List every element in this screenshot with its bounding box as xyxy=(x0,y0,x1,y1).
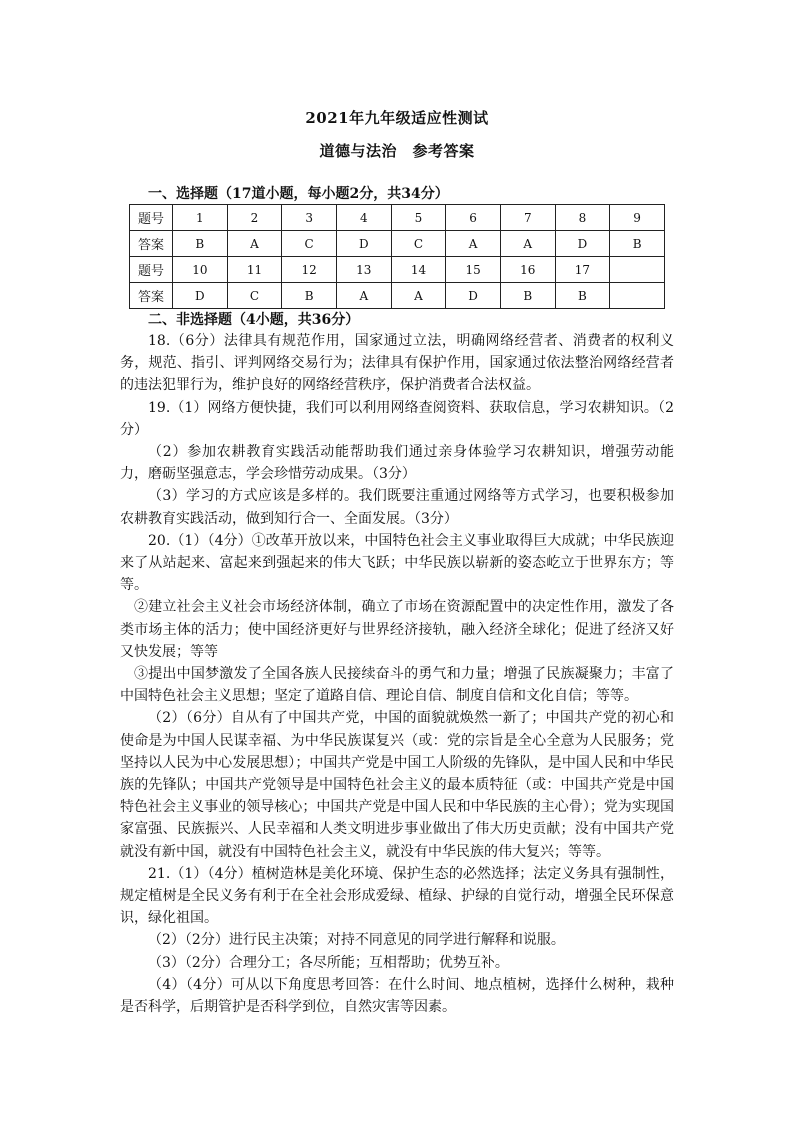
question-number: 16 xyxy=(500,257,555,283)
question-number: 17 xyxy=(555,257,610,283)
answer-cell: C xyxy=(227,283,282,309)
answer-paragraph-21-4: （4）（4分）可从以下角度思考回答：在什么时间、地点植树，选择什么树种，栽种是否科学，后期管护是否科学到位，自然灾害等因素。 xyxy=(120,976,674,1016)
answer-paragraph-21-1: 21.（1）（4分）植树造林是美化环境、保护生态的必然选择；法定义务具有强制性，规定植树是全民义务有利于在全社会形成爱绿、植绿、护绿的自觉行动，增强全民环保意识，绿化祖国。 xyxy=(120,865,674,927)
answer-cell: B xyxy=(555,283,610,309)
answer-cell: D xyxy=(173,283,228,309)
answer-cell: A xyxy=(391,283,446,309)
answer-cell xyxy=(610,283,665,309)
row-label: 答案 xyxy=(130,283,173,309)
answer-cell: C xyxy=(391,231,446,257)
question-number xyxy=(610,257,665,283)
row-label: 答案 xyxy=(130,231,173,257)
row-label: 题号 xyxy=(130,257,173,283)
answer-table xyxy=(129,204,665,309)
question-number: 2 xyxy=(227,205,282,231)
question-number: 12 xyxy=(282,257,337,283)
answer-paragraph-20-1a: 20.（1）（4分）①改革开放以来，中国特色社会主义事业取得巨大成就；中华民族迎来了从站起来、富起来到强起来的伟大飞跃；中华民族以崭新的姿态屹立于世界东方；等等。 xyxy=(120,532,674,594)
answer-cell: C xyxy=(282,231,337,257)
answer-cell: A xyxy=(336,283,391,309)
answer-cell: A xyxy=(446,231,501,257)
question-number: 8 xyxy=(555,205,610,231)
answer-paragraph-20-1c: ③提出中国梦激发了全国各族人民接续奋斗的勇气和力量；增强了民族凝聚力；丰富了中国特色社会主义思想；坚定了道路自信、理论自信、制度自信和文化自信；等等。 xyxy=(120,666,674,705)
question-number: 9 xyxy=(610,205,665,231)
question-number: 6 xyxy=(446,205,501,231)
question-number: 5 xyxy=(391,205,446,231)
page-subtitle: 道德与法治 参考答案 xyxy=(319,142,475,160)
answer-cell: A xyxy=(500,231,555,257)
answer-cell: D xyxy=(555,231,610,257)
answer-paragraph-19-1: 19.（1）网络方便快捷，我们可以利用网络查阅资料、获取信息，学习农耕知识。（2分） xyxy=(120,399,674,438)
question-number: 7 xyxy=(500,205,555,231)
table-row xyxy=(130,257,665,283)
answer-paragraph-20-2: （2）（6分）自从有了中国共产党，中国的面貌就焕然一新了；中国共产党的初心和使命是为中国人民谋幸福、为中华民族谋复兴（或：党的宗旨是全心全意为人民服务；党坚持以人民为中心发展思想）；中国共产党是中国工人阶级的先锋队，是中国人民和中华民族的先锋队；中国共产党领导是中国特色社会主义的最本质特征（或：中国共产党是中国特色社会主义事业的领导核心；中国共产党是中国人民和中华民族的主心骨）；党为实现国家富强、民族振兴、人民幸福和人类文明进步事业做出了伟大历史贡献；没有中国共产党就没有新中国，就没有中国特色社会主义，就没有中华民族的伟大复兴；等等。 xyxy=(120,710,674,860)
question-number: 4 xyxy=(336,205,391,231)
row-label: 题号 xyxy=(130,205,173,231)
answer-cell: A xyxy=(227,231,282,257)
table-row xyxy=(130,283,665,309)
answer-cell: B xyxy=(610,231,665,257)
question-number: 14 xyxy=(391,257,446,283)
answer-paragraph-21-3: （3）（2分）合理分工；各尽所能；互相帮助；优势互补。 xyxy=(148,954,509,971)
answer-paragraph-20-1b: ②建立社会主义社会市场经济体制，确立了市场在资源配置中的决定性作用，激发了各类市场主体的活力；使中国经济更好与世界经济接轨，融入经济全球化；促进了经济又好又快发展；等等 xyxy=(120,599,674,660)
question-number: 11 xyxy=(227,257,282,283)
question-number: 1 xyxy=(173,205,228,231)
question-number: 3 xyxy=(282,205,337,231)
answer-paragraph-19-3: （3）学习的方式应该是多样的。我们既要注重通过网络等方式学习，也要积极参加农耕教育实践活动，做到知行合一、全面发展。（3分） xyxy=(120,488,674,527)
page-title: 2021年九年级适应性测试 xyxy=(305,109,489,127)
answer-cell: D xyxy=(446,283,501,309)
answer-paragraph-21-2: （2）（2分）进行民主决策；对持不同意见的同学进行解释和说服。 xyxy=(148,932,565,949)
section2-heading: 二、非选择题（4小题，共36分） xyxy=(148,312,360,328)
answer-cell: D xyxy=(336,231,391,257)
answer-paragraph-18: 18.（6分）法律具有规范作用，国家通过立法，明确网络经营者、消费者的权利义务，规范、指引、评判网络交易行为；法律具有保护作用，国家通过依法整治网络经营者的违法犯罪行为，维护良好的网络经营秩序，保护消费者合法权益。 xyxy=(120,333,674,394)
answer-cell: B xyxy=(282,283,337,309)
answer-cell: B xyxy=(500,283,555,309)
answer-cell: B xyxy=(173,231,228,257)
question-number: 10 xyxy=(173,257,228,283)
table-row xyxy=(130,205,665,231)
answer-body xyxy=(120,330,674,1018)
section1-heading: 一、选择题（17道小题，每小题2分，共34分） xyxy=(148,186,449,202)
question-number: 13 xyxy=(336,257,391,283)
table-row xyxy=(130,231,665,257)
question-number: 15 xyxy=(446,257,501,283)
answer-paragraph-19-2: （2）参加农耕教育实践活动能帮助我们通过亲身体验学习农耕知识，增强劳动能力，磨砺坚强意志，学会珍惜劳动成果。（3分） xyxy=(120,444,674,483)
